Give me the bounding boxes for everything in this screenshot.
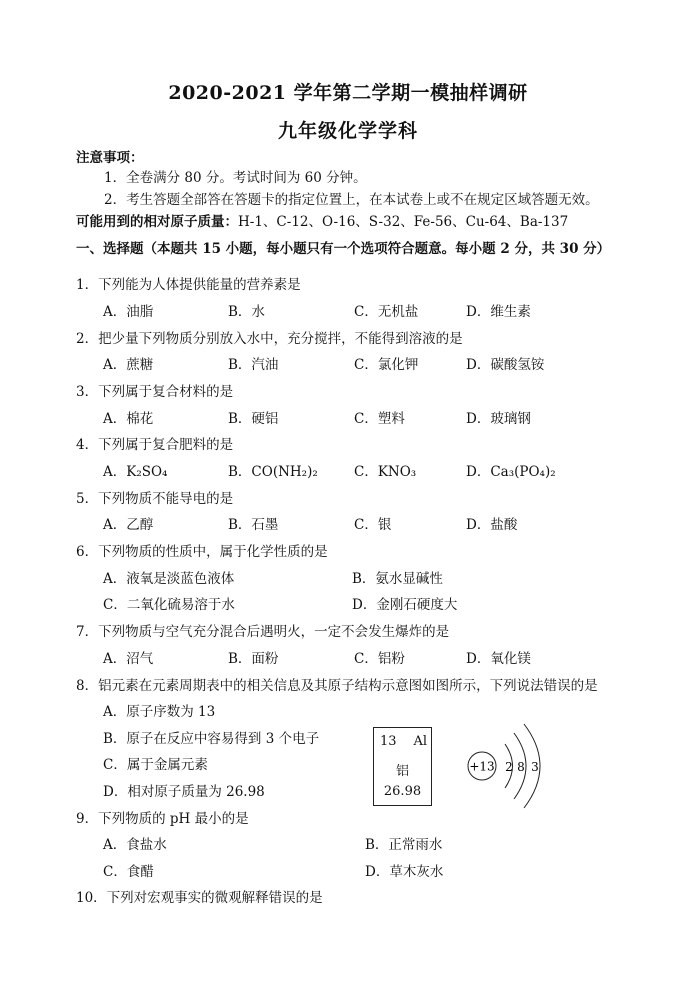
atomic-mass-label: 可能用到的相对原子质量：: [76, 214, 238, 230]
element-symbol: Al: [413, 734, 427, 749]
option-d: D．草木灰水: [365, 864, 444, 880]
option-c: C．塑料: [354, 411, 405, 427]
option-c: C．二氧化硫易溶于水: [103, 597, 235, 613]
option-d: D．金刚石硬度大: [352, 597, 458, 613]
atomic-mass: 26.98: [383, 784, 422, 799]
option-b: B．CO(NH₂)₂: [228, 464, 318, 480]
exam-subtitle: 九年级化学学科: [277, 120, 418, 142]
option-b: B．水: [228, 304, 265, 320]
question-stem: 6．下列物质的性质中，属于化学性质的是: [76, 544, 328, 560]
option-c: C．氯化钾: [354, 357, 419, 373]
shell-electrons-2: 8: [517, 760, 525, 774]
option-b: B．面粉: [228, 651, 279, 667]
option-b: B．氨水显碱性: [352, 571, 443, 587]
atomic-mass-line: [76, 213, 568, 231]
question-stem: 7．下列物质与空气充分混合后遇明火，一定不会发生爆炸的是: [76, 624, 450, 640]
option-c: C．银: [354, 517, 392, 533]
question-stem: 4．下列属于复合肥料的是: [76, 437, 234, 453]
shell-electrons-3: 3: [531, 760, 539, 774]
question-stem: 9．下列物质的 pH 最小的是: [76, 811, 249, 827]
option-a: A．K₂SO₄: [103, 464, 168, 480]
nucleus-charge: +13: [469, 759, 495, 774]
option-d: D．氧化镁: [466, 651, 531, 667]
question-stem: 8．铝元素在元素周期表中的相关信息及其原子结构示意图如图所示，下列说法错误的是: [76, 678, 598, 694]
option-a: A．液氧是淡蓝色液体: [103, 571, 235, 587]
section-heading: 一、选择题（本题共 15 小题，每小题只有一个选项符合题意。每小题 2 分，共 30 分）: [76, 241, 611, 257]
option-b: B．原子在反应中容易得到 3 个电子: [103, 731, 320, 747]
question-stem: 2．把少量下列物质分别放入水中，充分搅拌，不能得到溶液的是: [76, 331, 463, 347]
option-c: C．铝粉: [354, 651, 405, 667]
option-a: A．沼气: [103, 651, 154, 667]
exam-title: 2020-2021 学年第二学期一模抽样调研: [168, 82, 528, 104]
question-stem: 10．下列对宏观事实的微观解释错误的是: [76, 890, 323, 906]
option-b: B．石墨: [228, 517, 279, 533]
question-stem: 1．下列能为人体提供能量的营养素是: [76, 277, 301, 293]
note-item-2: 2．考生答题全部答在答题卡的指定位置上，在本试卷上或不在规定区域答题无效。: [104, 192, 599, 208]
atomic-mass-values: H-1、C-12、O-16、S-32、Fe-56、Cu-64、Ba-137: [238, 214, 569, 230]
option-a: A．食盐水: [103, 837, 167, 853]
option-a: A．蔗糖: [103, 357, 154, 373]
option-c: C．KNO₃: [354, 464, 417, 480]
option-a: A．棉花: [103, 411, 154, 427]
option-a: A．乙醇: [103, 517, 154, 533]
option-a: A．油脂: [103, 304, 154, 320]
question-stem: 3．下列属于复合材料的是: [76, 384, 234, 400]
option-d: D．盐酸: [466, 517, 518, 533]
notes-heading: 注意事项：: [76, 150, 144, 166]
option-d: D．Ca₃(PO₄)₂: [466, 464, 556, 480]
atom-structure-diagram: [462, 720, 572, 812]
atomic-number: 13: [380, 734, 397, 749]
option-d: D．相对原子质量为 26.98: [103, 784, 265, 800]
option-c: C．食醋: [103, 864, 154, 880]
note-item-1: 1．全卷满分 80 分。考试时间为 60 分钟。: [104, 170, 367, 186]
periodic-table-cell: [373, 727, 432, 806]
element-name: 铝: [395, 764, 409, 779]
option-a: A．原子序数为 13: [103, 704, 216, 720]
option-c: C．属于金属元素: [103, 757, 208, 773]
option-b: B．汽油: [228, 357, 279, 373]
question-stem: 5．下列物质不能导电的是: [76, 491, 234, 507]
option-d: D．玻璃钢: [466, 411, 531, 427]
option-c: C．无机盐: [354, 304, 419, 320]
option-b: B．正常雨水: [365, 837, 443, 853]
shell-electrons-1: 2: [505, 760, 513, 774]
option-b: B．硬铝: [228, 411, 279, 427]
option-d: D．维生素: [466, 304, 531, 320]
option-d: D．碳酸氢铵: [466, 357, 545, 373]
